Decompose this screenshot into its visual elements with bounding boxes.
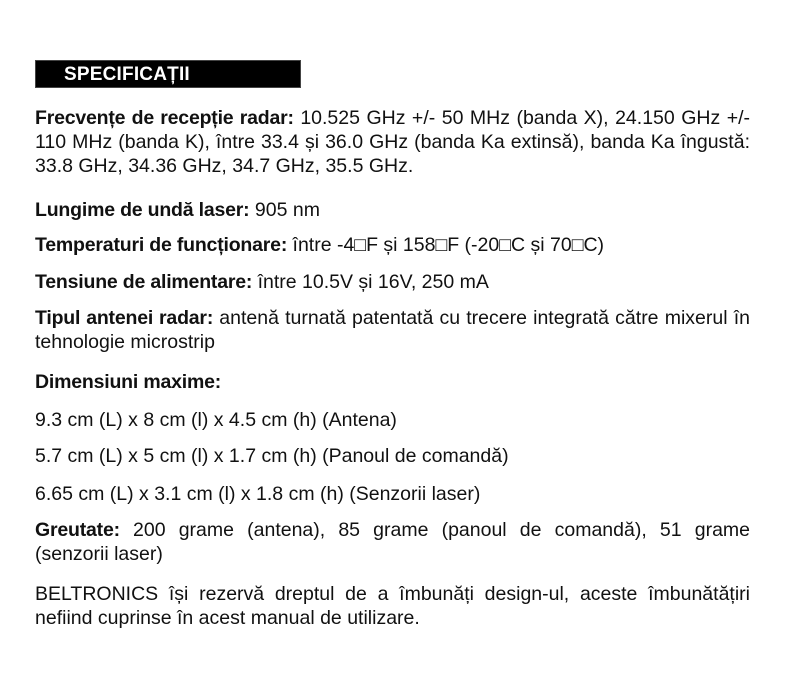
spec-operating-temperature [35, 233, 750, 257]
spec-value: 10.525 GHz +/- 50 MHz (banda X), 24.150 GHz +/- 110 MHz (banda K), între 33.4 și 36.0 GHz (banda Ka extinsă), banda Ka îngustă: 33.8 GHz, 34.36 GHz, 34.7 GHz, 35.5 GHz. [35, 107, 750, 177]
spec-value: 905 nm [249, 199, 320, 221]
spec-label: Tipul antenei radar: [35, 307, 214, 329]
spec-radar-frequencies [35, 106, 750, 178]
spec-label: Dimensiuni maxime: [35, 371, 222, 393]
spec-supply-voltage [35, 270, 750, 294]
dimension-control-panel: 5.7 cm (L) x 5 cm (l) x 1.7 cm (h) (Panoul de comandă) [35, 445, 509, 467]
section-heading-box [35, 60, 301, 88]
spec-label: Tensiune de alimentare: [35, 271, 253, 293]
spec-weight [35, 518, 750, 566]
spec-antenna-type [35, 306, 750, 354]
spec-label: Temperaturi de funcționare: [35, 234, 288, 256]
dimension-laser-sensors: 6.65 cm (L) x 3.1 cm (l) x 1.8 cm (h) (Senzorii laser) [35, 483, 481, 505]
disclaimer: BELTRONICS își rezervă dreptul de a îmbunăți design-ul, aceste îmbunătățiri nefiind cuprinse în acest manual de utilizare. [35, 583, 750, 629]
spec-label: Frecvențe de recepție radar: [35, 107, 294, 129]
spec-laser-wavelength [35, 198, 750, 222]
spec-label: Lungime de undă laser: [35, 199, 250, 221]
spec-label: Greutate: [35, 519, 120, 541]
spec-value: între 10.5V și 16V, 250 mA [252, 271, 489, 293]
spec-value: între -4□F și 158□F (-20□C și 70□C) [287, 234, 605, 256]
spec-value: antenă turnată patentată cu trecere integrată către mixerul în tehnologie microstrip [35, 307, 750, 353]
section-heading: SPECIFICAȚII [64, 64, 190, 85]
spec-value: 200 grame (antena), 85 grame (panoul de comandă), 51 grame (senzorii laser) [35, 519, 750, 565]
dimension-antenna: 9.3 cm (L) x 8 cm (l) x 4.5 cm (h) (Antena) [35, 409, 397, 431]
spec-max-dimensions [35, 370, 750, 394]
